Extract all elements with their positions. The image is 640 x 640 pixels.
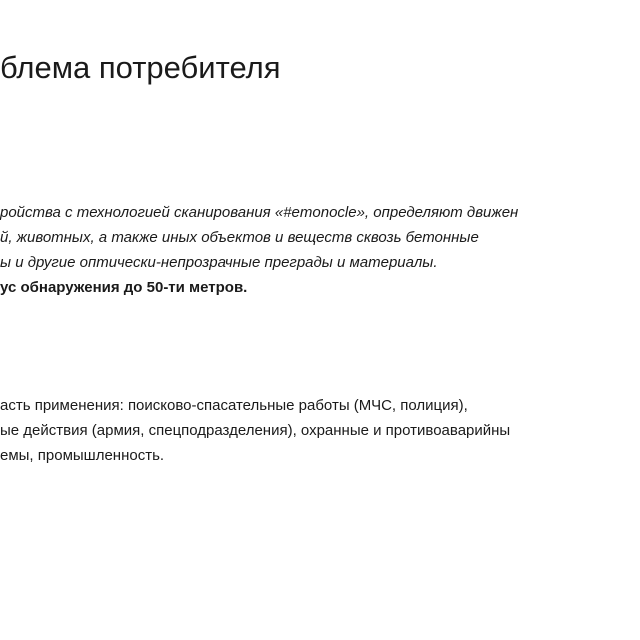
application-line: асть применения: поисково-спасательные работы (МЧС, полиция), [0,397,468,414]
description-block [0,200,518,300]
application-line: ые действия (армия, спецподразделения), охранные и противоаварийны [0,422,511,439]
application-block [0,393,510,468]
description-line: ы и другие оптически-непрозрачные преграды и материалы. [0,254,438,271]
application-line: емы, промышленность. [0,447,165,464]
description-line: й, животных, а также иных объектов и веществ сквозь бетонные [0,229,479,246]
slide-title: блема потребителя [0,50,281,85]
description-line: ройства с технологией сканирования «#emonocle», определяют движен [0,204,519,221]
detection-range-line: ус обнаружения до 50-ти метров. [0,279,248,296]
